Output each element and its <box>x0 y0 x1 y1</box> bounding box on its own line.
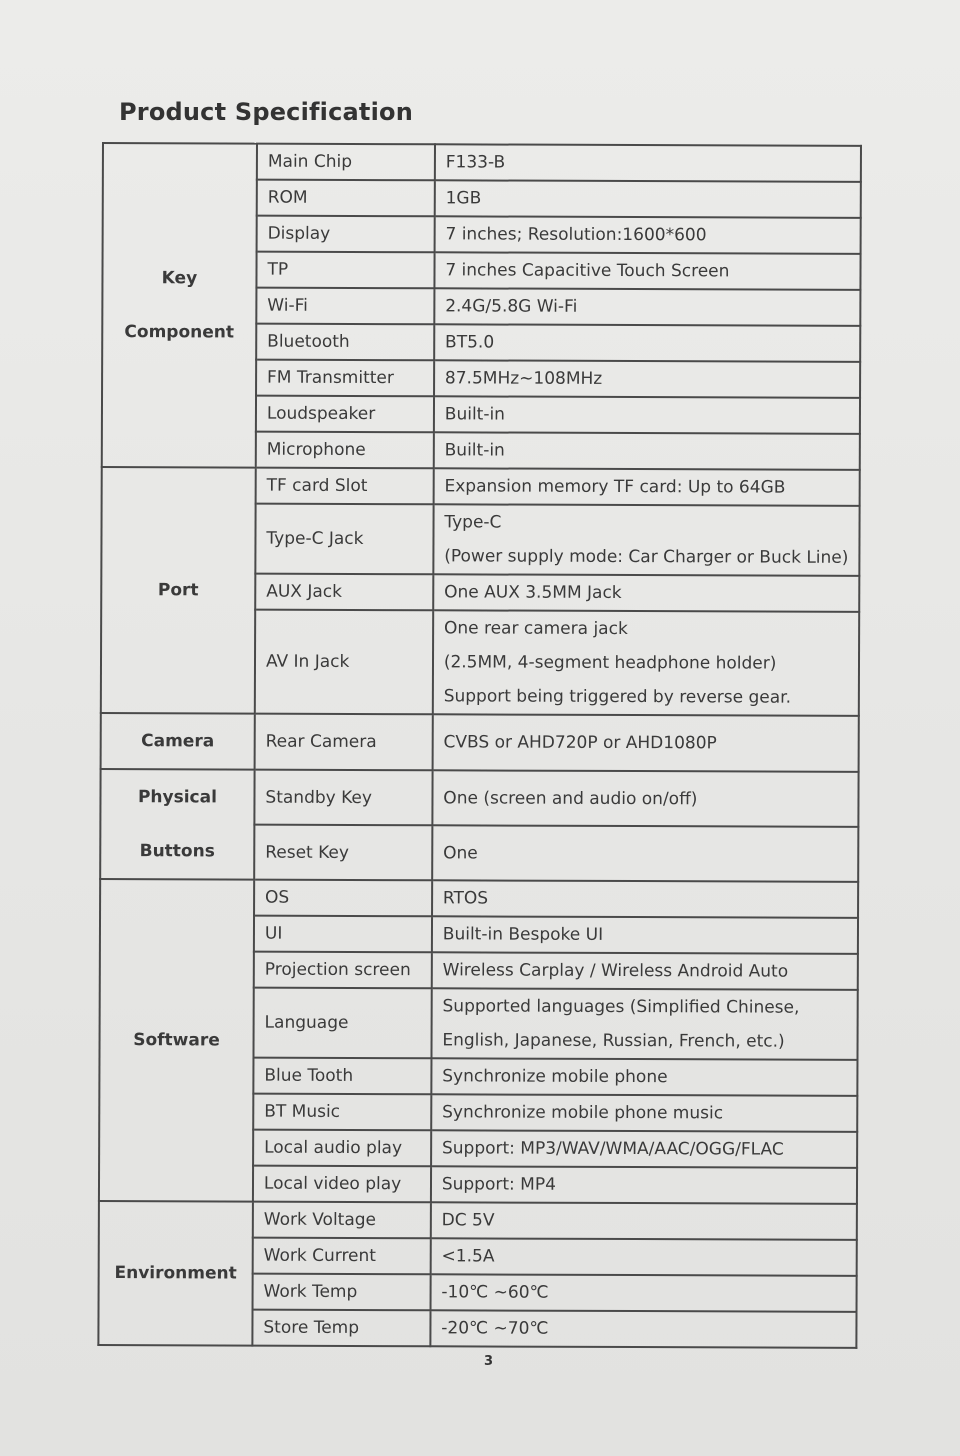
spec-table <box>97 142 862 1349</box>
spec-item-cell: Local audio play <box>253 1130 431 1167</box>
category-cell: Software <box>99 879 254 1202</box>
table-row <box>103 143 861 182</box>
spec-value-cell <box>431 988 857 1060</box>
spec-item-cell: Projection screen <box>254 952 432 989</box>
spec-value-cell <box>431 1166 857 1204</box>
spec-item-cell: Language <box>253 988 431 1059</box>
spec-value-line: Support: MP4 <box>441 1174 556 1195</box>
spec-value-cell <box>434 432 860 470</box>
spec-value-cell <box>434 324 860 362</box>
spec-value-cell <box>431 1130 857 1168</box>
spec-item-cell: Loudspeaker <box>256 396 434 433</box>
category-cell: Environment <box>98 1201 253 1346</box>
table-row <box>99 1201 857 1240</box>
category-cell: Key Component <box>102 143 257 468</box>
table-row <box>101 713 859 772</box>
spec-value-line: (2.5MM, 4-segment headphone holder) <box>443 652 777 674</box>
spec-item-cell: Blue Tooth <box>253 1058 431 1095</box>
spec-value-line: Expansion memory TF card: Up to 64GB <box>444 476 786 498</box>
spec-value-cell <box>432 825 858 882</box>
spec-value-line: Type-C <box>444 512 502 533</box>
spec-value-line: 7 inches Capacitive Touch Screen <box>445 260 730 282</box>
spec-item-cell: Work Current <box>253 1238 431 1275</box>
spec-item-cell: Bluetooth <box>256 324 434 361</box>
spec-value-line: Synchronize mobile phone <box>442 1066 668 1088</box>
spec-value-line: Supported languages (Simplified Chinese, <box>442 996 800 1018</box>
spec-item-cell: Local video play <box>253 1166 431 1203</box>
spec-item-cell: AV In Jack <box>255 610 433 715</box>
spec-item-cell: Main Chip <box>257 144 435 181</box>
spec-value-cell <box>432 916 858 954</box>
spec-value-cell <box>432 770 858 827</box>
spec-value-cell <box>430 1238 856 1276</box>
spec-value-line: DC 5V <box>441 1210 495 1231</box>
spec-value-cell <box>433 610 860 716</box>
spec-item-cell: FM Transmitter <box>256 360 434 397</box>
spec-value-cell <box>434 252 860 290</box>
spec-value-cell <box>434 396 860 434</box>
spec-item-cell: Reset Key <box>254 825 432 881</box>
category-cell: Camera <box>101 713 255 770</box>
table-row <box>100 769 858 827</box>
spec-item-cell: Display <box>257 216 435 253</box>
spec-value-line: Synchronize mobile phone music <box>442 1102 724 1124</box>
spec-value-line: One rear camera jack <box>443 618 628 640</box>
category-cell: Physical Buttons <box>100 769 254 880</box>
spec-value-cell <box>431 1202 857 1240</box>
spec-value-cell <box>432 880 858 918</box>
spec-value-line: 7 inches; Resolution:1600*600 <box>445 224 707 246</box>
spec-value-line: 2.4G/5.8G Wi-Fi <box>445 296 578 317</box>
spec-item-cell: Standby Key <box>254 770 432 826</box>
spec-item-cell: Wi-Fi <box>256 288 434 325</box>
spec-value-line: BT5.0 <box>445 332 495 353</box>
spec-item-cell: OS <box>254 880 432 917</box>
spec-item-cell: Work Temp <box>252 1274 430 1311</box>
spec-value-line: Support: MP3/WAV/WMA/AAC/OGG/FLAC <box>441 1138 784 1160</box>
spec-value-cell <box>433 504 859 576</box>
spec-value-line: 1GB <box>445 188 482 209</box>
spec-value-line: Wireless Carplay / Wireless Android Auto <box>442 960 789 982</box>
spec-value-cell <box>433 574 859 612</box>
spec-value-cell <box>430 1310 856 1348</box>
spec-value-line: Built-in <box>444 404 506 425</box>
spec-value-line: RTOS <box>442 888 489 909</box>
spec-item-cell: Work Voltage <box>253 1202 431 1239</box>
spec-value-line: English, Japanese, Russian, French, etc.) <box>442 1030 785 1052</box>
table-row <box>102 467 860 506</box>
spec-item-cell: TP <box>256 252 434 289</box>
spec-value-line: One AUX 3.5MM Jack <box>444 582 622 603</box>
spec-value-cell <box>434 216 860 254</box>
page-number: 3 <box>484 1354 494 1369</box>
spec-value-line: One <box>443 842 478 863</box>
spec-value-cell <box>434 360 860 398</box>
spec-value-line: CVBS or AHD720P or AHD1080P <box>443 732 717 754</box>
spec-value-cell <box>431 1058 857 1096</box>
spec-item-cell: BT Music <box>253 1094 431 1131</box>
spec-value-cell <box>433 468 859 506</box>
spec-value-line: Support being triggered by reverse gear. <box>443 686 792 708</box>
spec-value-line: One (screen and audio on/off) <box>443 787 698 809</box>
spec-table-body <box>98 143 861 1348</box>
spec-item-cell: Microphone <box>256 432 434 469</box>
spec-value-line: (Power supply mode: Car Charger or Buck Line) <box>444 546 849 568</box>
spec-value-cell <box>431 1094 857 1132</box>
spec-value-cell <box>430 1274 856 1312</box>
spec-value-line: 87.5MHz~108MHz <box>444 368 603 389</box>
spec-item-cell: TF card Slot <box>256 468 434 505</box>
spec-value-line: F133-B <box>445 152 506 173</box>
spec-value-line: Built-in Bespoke UI <box>442 924 604 945</box>
spec-item-cell: UI <box>254 916 432 953</box>
spec-item-cell: Type-C Jack <box>255 504 433 575</box>
spec-value-cell <box>435 180 861 218</box>
spec-value-line: -10℃ ~60℃ <box>441 1282 549 1303</box>
page-title: Product Specification <box>119 98 413 126</box>
category-cell: Port <box>101 467 256 714</box>
spec-value-line: -20℃ ~70℃ <box>441 1318 549 1339</box>
spec-item-cell: Rear Camera <box>255 714 433 771</box>
spec-value-line: Built-in <box>444 440 505 461</box>
spec-item-cell: AUX Jack <box>255 574 433 611</box>
spec-value-line: <1.5A <box>441 1246 495 1267</box>
spec-item-cell: ROM <box>257 180 435 217</box>
spec-item-cell: Store Temp <box>252 1310 430 1347</box>
spec-value-cell <box>432 714 858 772</box>
spec-value-cell <box>435 144 861 182</box>
spec-value-cell <box>434 288 860 326</box>
table-row <box>100 879 858 918</box>
spec-value-cell <box>432 952 858 990</box>
